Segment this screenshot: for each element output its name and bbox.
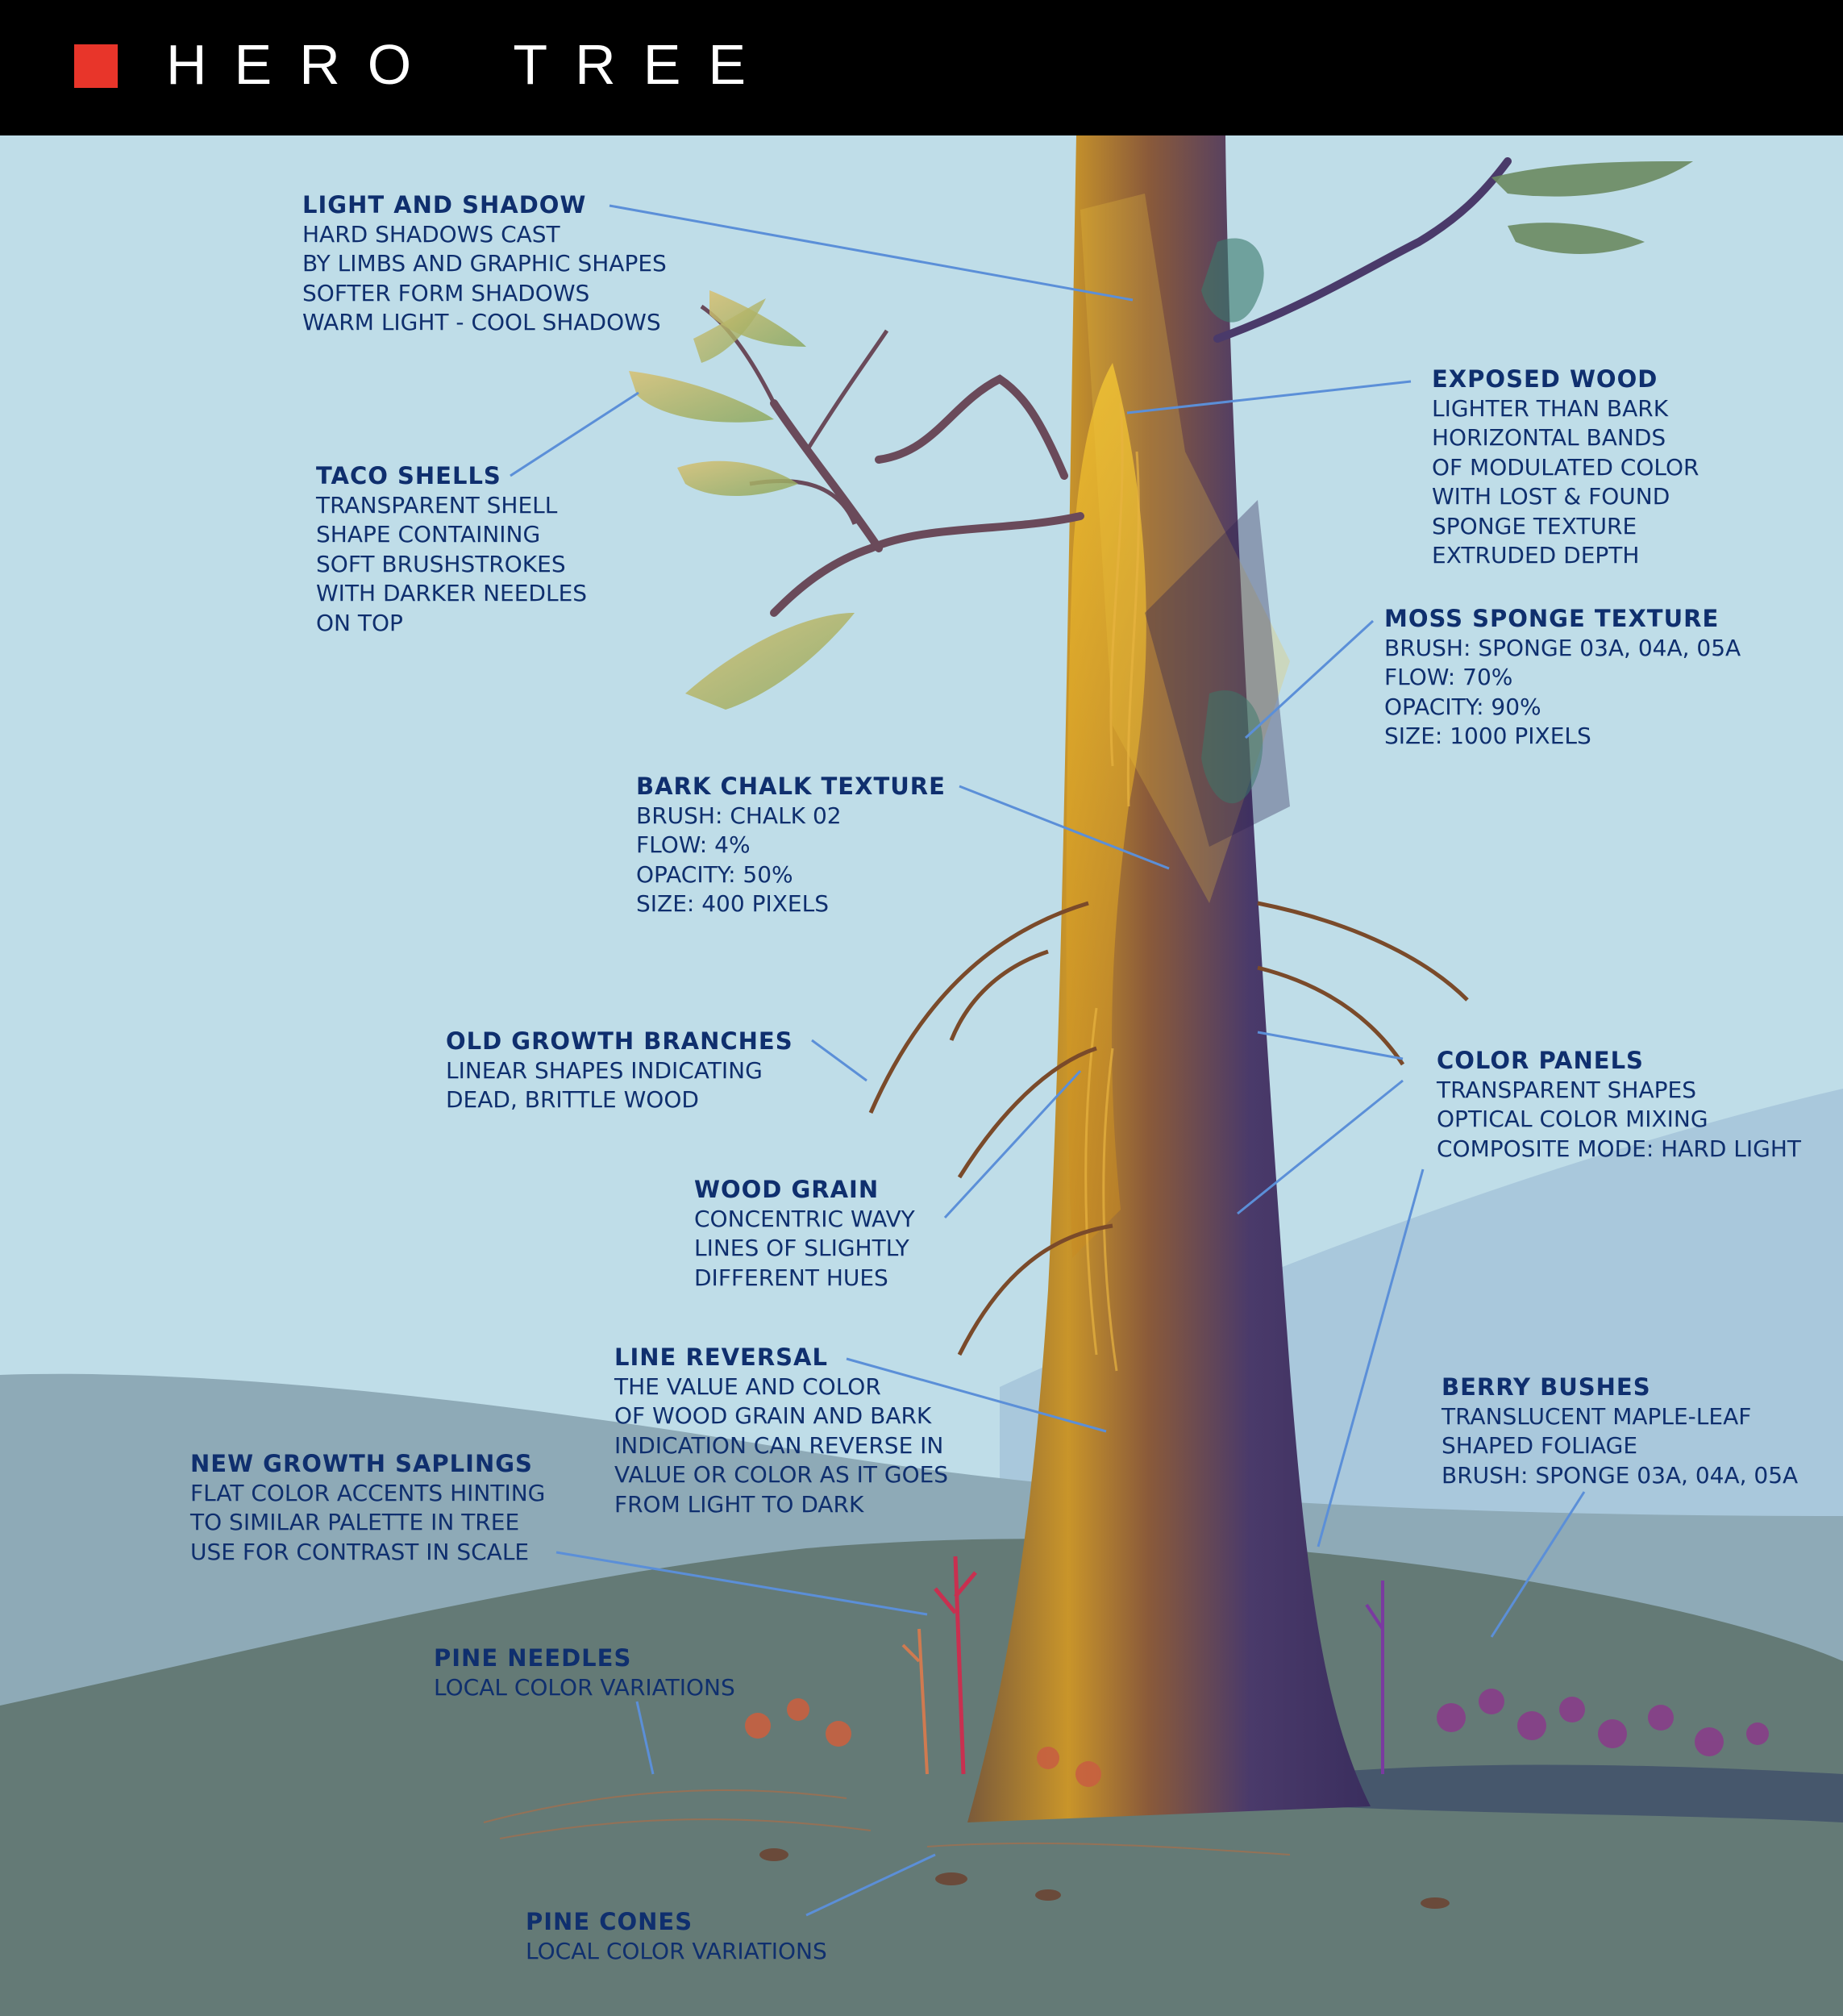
red-square-icon: [74, 44, 118, 88]
callout-new-growth-saplings: NEW GROWTH SAPLINGS FLAT COLOR ACCENTS HINTING TO SIMILAR PALETTE IN TREE USE FOR CONTRAST IN SCALE: [190, 1450, 546, 1565]
callout-old-growth-branches: OLD GROWTH BRANCHES LINEAR SHAPES INDICATING DEAD, BRITTLE WOOD: [446, 1027, 793, 1113]
taco-shell-leaf: [685, 613, 855, 710]
taco-shell-leaf: [629, 371, 774, 423]
upper-right-leaf: [1508, 223, 1645, 254]
callout-wood-grain: WOOD GRAIN CONCENTRIC WAVY LINES OF SLIGHTLY DIFFERENT HUES: [694, 1176, 915, 1291]
callout-pine-cones: PINE CONES LOCAL COLOR VARIATIONS: [526, 1908, 827, 1964]
callout-color-panels: COLOR PANELS TRANSPARENT SHAPES OPTICAL COLOR MIXING COMPOSITE MODE: HARD LIGHT: [1437, 1047, 1802, 1162]
taco-shell-leaf: [677, 461, 798, 496]
callout-line-reversal: LINE REVERSAL THE VALUE AND COLOR OF WOOD GRAIN AND BARK INDICATION CAN REVERSE IN VALUE OR COLOR AS IT GOES FROM LIGHT TO DARK: [614, 1343, 949, 1518]
page-title: HERO TREE: [166, 33, 774, 96]
callout-bark-chalk-texture: BARK CHALK TEXTURE BRUSH: CHALK 02 FLOW: 4% OPACITY: 50% SIZE: 400 PIXELS: [636, 773, 946, 917]
callout-berry-bushes: BERRY BUSHES TRANSLUCENT MAPLE-LEAF SHAPED FOLIAGE BRUSH: SPONGE 03A, 04A, 05A: [1442, 1373, 1799, 1489]
header-bar: [0, 0, 1843, 135]
callout-moss-sponge-texture: MOSS SPONGE TEXTURE BRUSH: SPONGE 03A, 04A, 05A FLOW: 70% OPACITY: 90% SIZE: 1000 PIXELS: [1384, 605, 1741, 749]
callout-pine-needles: PINE NEEDLES LOCAL COLOR VARIATIONS: [434, 1644, 735, 1701]
callout-exposed-wood: EXPOSED WOOD LIGHTER THAN BARK HORIZONTAL BANDS OF MODULATED COLOR WITH LOST & FOUND SPONGE TEXTURE EXTRUDED DEPTH: [1432, 365, 1699, 569]
callout-taco-shells: TACO SHELLS TRANSPARENT SHELL SHAPE CONTAINING SOFT BRUSHSTROKES WITH DARKER NEEDLES ON TOP: [316, 462, 588, 636]
callout-light-and-shadow: LIGHT AND SHADOW HARD SHADOWS CAST BY LIMBS AND GRAPHIC SHAPES SOFTER FORM SHADOWS WARM LIGHT - COOL SHADOWS: [302, 191, 667, 335]
upper-right-leaf: [1491, 161, 1693, 197]
